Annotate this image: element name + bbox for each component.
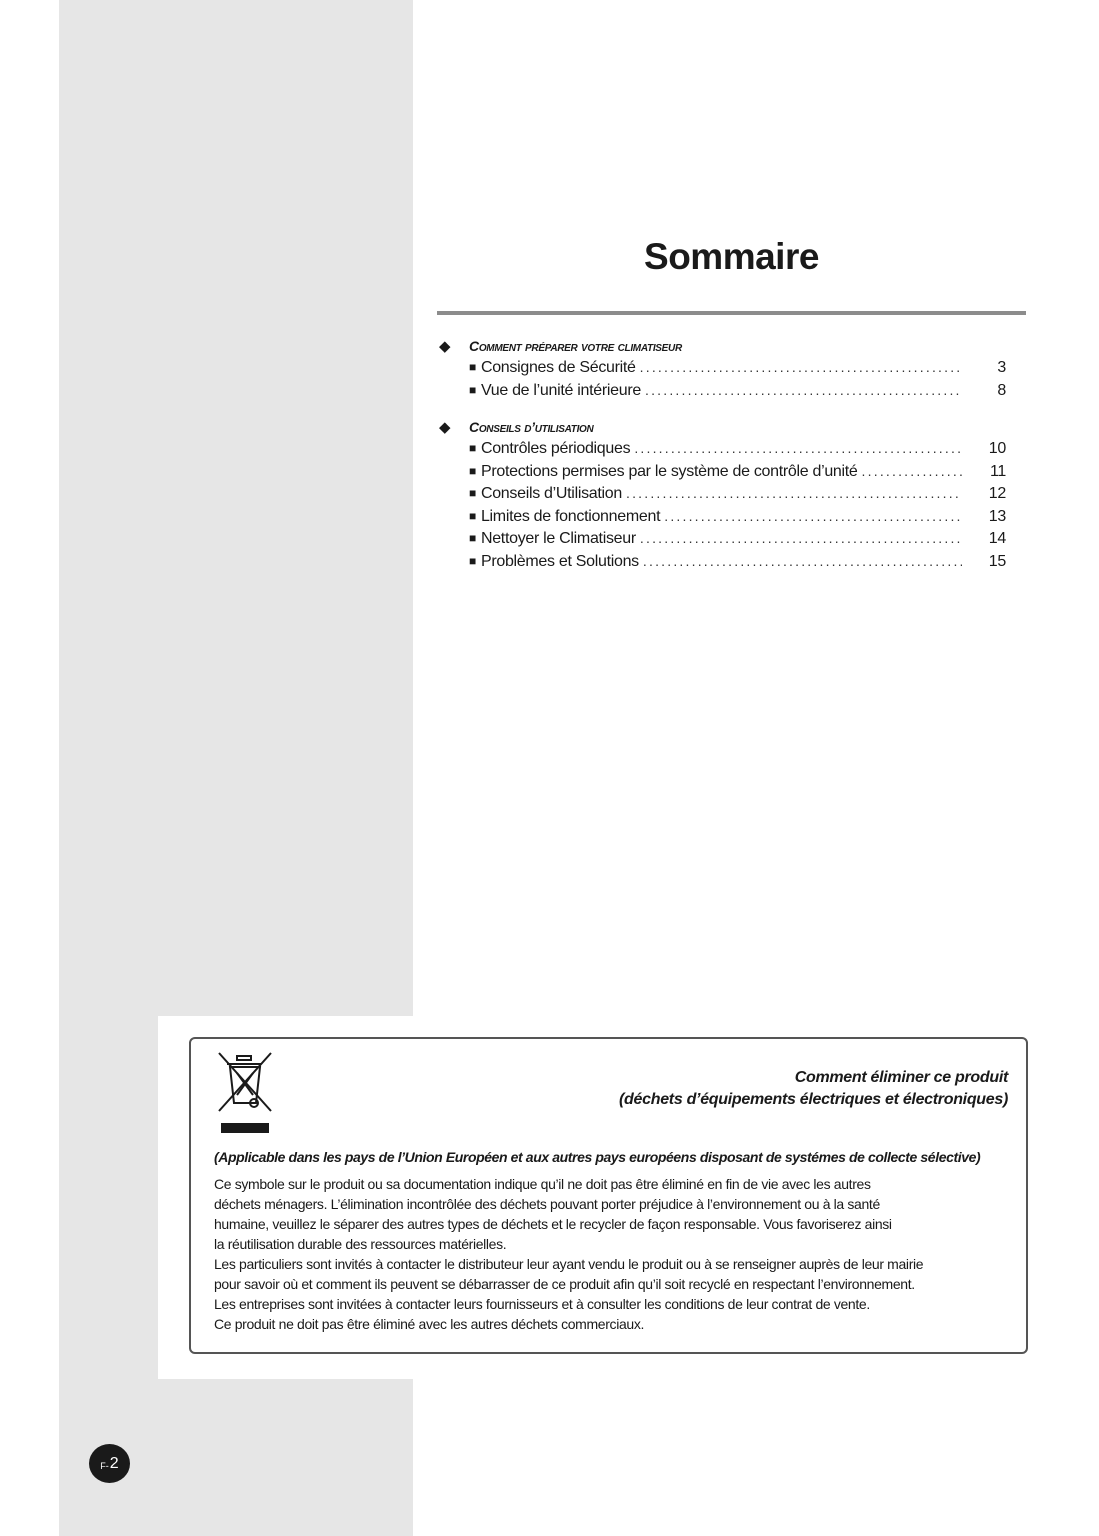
toc-entry[interactable]	[469, 382, 1006, 405]
crossed-out-wheelie-bin-icon	[217, 1051, 273, 1135]
toc-section-title: conseils d’utilisation	[469, 419, 594, 435]
dot-leader	[640, 359, 962, 375]
page-number-prefix: F-	[100, 1460, 109, 1471]
notice-body-line: Ce symbole sur le produit ou sa documentation indique qu’il ne doit pas être éliminé en fin de vie avec les autres	[214, 1176, 871, 1192]
notice-body-line: Les entreprises sont invitées à contacter leurs fournisseurs et à consulter les conditions de leur contrat de vente.	[214, 1296, 870, 1312]
toc-entry-label: Protections permises par le système de contrôle d’unité	[480, 462, 858, 480]
square-bullet-icon: ■	[469, 360, 476, 374]
toc-entry-label: Problèmes et Solutions	[480, 552, 639, 570]
toc-entry-label: Consignes de Sécurité	[480, 359, 636, 376]
toc-entry[interactable]	[469, 553, 1006, 576]
toc-entry-page: 15	[988, 552, 1006, 570]
square-bullet-icon: ■	[469, 463, 476, 478]
toc-entry-page: 14	[988, 530, 1006, 547]
diamond-bullet-icon: ◆	[439, 419, 451, 436]
toc-entry-page: 8	[997, 381, 1006, 399]
weee-disposal-notice	[189, 1037, 1028, 1354]
notice-body-line: la réutilisation durable des ressources matérielles.	[214, 1236, 507, 1252]
dot-leader	[634, 440, 962, 456]
toc-section-title: comment préparer votre climatiseur	[469, 338, 682, 354]
table-of-contents	[437, 335, 1026, 587]
dot-leader	[626, 485, 962, 501]
toc-entry[interactable]	[469, 530, 1006, 553]
toc-entry-page: 10	[988, 440, 1006, 457]
diamond-bullet-icon: ◆	[439, 338, 451, 355]
page-number: 2	[109, 1454, 119, 1472]
square-bullet-icon: ■	[469, 486, 476, 500]
square-bullet-icon: ■	[469, 508, 476, 523]
notice-body-line: déchets ménagers. L’élimination incontrôlée des déchets pouvant porter préjudice à l’environnement ou à la santé	[214, 1196, 880, 1212]
notice-body-line: humaine, veuillez le séparer des autres types de déchets et le recycler de façon responsable. Vous favoriserez ainsi	[214, 1216, 892, 1232]
toc-entry-page: 11	[989, 462, 1006, 480]
dot-leader	[664, 508, 962, 524]
toc-entry[interactable]	[469, 508, 1006, 531]
toc-entry-label: Contrôles périodiques	[480, 440, 631, 457]
notice-body-line: pour savoir où et comment ils peuvent se débarrasser de ce produit afin qu’il soit recyclé en respectant l’environnement.	[214, 1276, 915, 1292]
toc-entry-label: Nettoyer le Climatiseur	[480, 530, 636, 547]
page-title: Sommaire	[644, 236, 819, 277]
toc-entry-label: Vue de l’unité intérieure	[480, 381, 641, 399]
toc-entry[interactable]	[469, 485, 1006, 508]
toc-section	[437, 416, 1026, 575]
toc-entry-label: Limites de fonctionnement	[480, 507, 661, 525]
toc-section	[437, 335, 1026, 404]
toc-entry-page: 13	[988, 507, 1006, 525]
notice-body	[214, 1174, 1014, 1334]
square-bullet-icon: ■	[469, 382, 476, 397]
title-divider	[437, 311, 1026, 315]
dot-leader	[645, 382, 962, 398]
toc-entry[interactable]	[469, 440, 1006, 463]
notice-title	[619, 1067, 1008, 1111]
dot-leader	[862, 463, 962, 479]
dot-leader	[643, 553, 962, 569]
notice-title-line: Comment éliminer ce produit	[794, 1069, 1008, 1086]
square-bullet-icon: ■	[469, 441, 476, 455]
toc-section-header	[437, 416, 1026, 440]
page-number-badge	[89, 1444, 130, 1483]
notice-title-line: (déchets d’équipements électriques et électroniques)	[619, 1091, 1008, 1108]
square-bullet-icon: ■	[469, 553, 476, 568]
toc-entry-page: 3	[997, 359, 1006, 376]
toc-entry[interactable]	[469, 463, 1006, 486]
dot-leader	[640, 530, 962, 546]
square-bullet-icon: ■	[469, 531, 476, 545]
notice-body-line: Ce produit ne doit pas être éliminé avec les autres déchets commerciaux.	[214, 1316, 645, 1332]
toc-entry[interactable]	[469, 359, 1006, 382]
notice-subtitle: (Applicable dans les pays de l’Union Européen et aux autres pays européens disposant de systémes de collecte sélective)	[214, 1149, 981, 1165]
notice-body-line: Les particuliers sont invités à contacter le distributeur leur ayant vendu le produit ou à se renseigner auprès de leur mairie	[214, 1256, 924, 1272]
toc-section-header	[437, 335, 1026, 359]
toc-entry-page: 12	[988, 485, 1006, 502]
toc-entry-label: Conseils d’Utilisation	[480, 485, 622, 502]
